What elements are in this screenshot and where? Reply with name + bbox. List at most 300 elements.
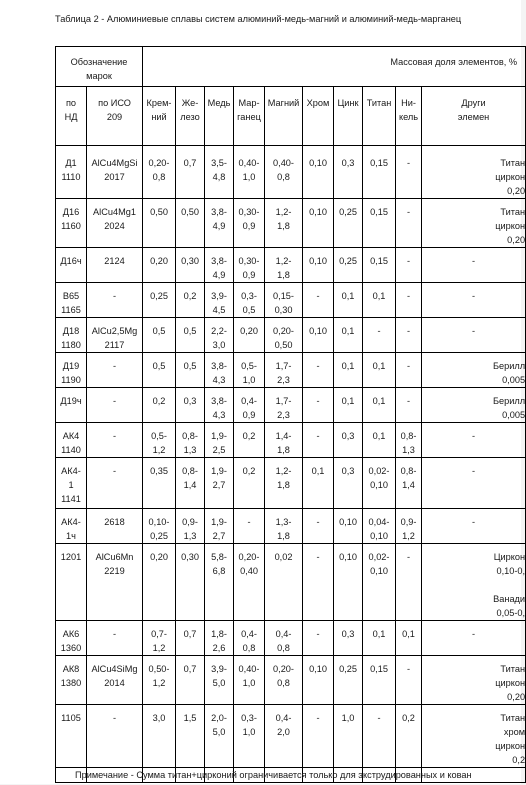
cell-ti bbox=[363, 621, 396, 656]
cell-cu bbox=[205, 248, 234, 283]
cell-nd-line: Д16 bbox=[62, 207, 80, 217]
cell-fe bbox=[176, 199, 205, 248]
cell-cr-line: - bbox=[316, 361, 320, 371]
cell-cr-line: - bbox=[316, 517, 320, 527]
cell-zn-line: 0,10 bbox=[339, 552, 357, 562]
cell-mn bbox=[234, 353, 265, 388]
cell-ti-line: 0,1 bbox=[372, 361, 386, 371]
cell-zn-line: 0,3 bbox=[341, 431, 355, 441]
cell-ni-line: - bbox=[406, 552, 411, 562]
table-row bbox=[56, 656, 526, 705]
cell-mg-line: 1,8 bbox=[277, 445, 290, 455]
cell-nd-line: 1160 bbox=[61, 221, 81, 231]
cell-cu-line: 4,8 bbox=[212, 172, 226, 182]
cell-other bbox=[422, 458, 526, 509]
table-row bbox=[56, 509, 526, 544]
cell-mg-line: 0,50 bbox=[274, 340, 293, 350]
cell-nd bbox=[56, 544, 87, 621]
cell-cu-line: 1,8- bbox=[211, 629, 227, 639]
cell-nd-line: АК4- bbox=[61, 466, 81, 476]
cell-other-line: хром bbox=[503, 727, 526, 737]
cell-fe-line: 0,50 bbox=[181, 207, 199, 217]
cell-nd bbox=[56, 509, 87, 544]
cell-nd-line: 1180 bbox=[61, 340, 81, 350]
cell-fe-line: 0,7 bbox=[183, 158, 197, 168]
cell-cr bbox=[303, 283, 334, 318]
cell-mg-line: 1,3- bbox=[275, 517, 292, 527]
table-note: Примечание - Сумма титан+цирконий ограничивается только для экструдированных и кован bbox=[75, 770, 472, 780]
cell-mn-line: 1,0 bbox=[242, 727, 256, 737]
cell-iso-line: - bbox=[112, 431, 117, 441]
cell-other-line: Циркон bbox=[493, 552, 526, 562]
cell-nd-line: АК8 bbox=[62, 664, 80, 674]
cell-iso bbox=[87, 353, 143, 388]
cell-mn-line: 0,20 bbox=[240, 326, 258, 336]
cell-mg-line: 0,02 bbox=[274, 552, 293, 562]
cell-si-line: 0,25 bbox=[150, 531, 168, 541]
cell-iso-line: - bbox=[112, 466, 117, 476]
cell-mg-line: 0,15- bbox=[273, 291, 294, 301]
cell-other-line: - bbox=[472, 291, 476, 301]
cell-ni-line: 0,9- bbox=[400, 517, 417, 527]
cell-zn bbox=[334, 544, 363, 621]
cell-cr-line: 0,10 bbox=[309, 326, 327, 336]
cell-cu-line: 3,8- bbox=[211, 207, 227, 217]
cell-iso-line: 2124 bbox=[104, 256, 125, 266]
cell-ti bbox=[363, 509, 396, 544]
cell-mg-line: 0,20- bbox=[273, 664, 294, 674]
cell-nd-line: 1140 bbox=[61, 445, 81, 455]
cell-nd-line: Д19 bbox=[62, 361, 80, 371]
cell-nd-line: Д19ч bbox=[60, 396, 82, 406]
cell-iso-line: AlCu4SiMg bbox=[91, 664, 138, 674]
cell-mg-line: 0,4- bbox=[275, 629, 292, 639]
table-row bbox=[56, 621, 526, 656]
cell-cu-line: 2,7 bbox=[212, 531, 226, 541]
cell-si bbox=[143, 423, 176, 458]
cell-ti bbox=[363, 248, 396, 283]
cell-mg-line: 1,2- bbox=[275, 256, 292, 266]
cell-ti-line: 0,10 bbox=[370, 566, 388, 576]
cell-nd-line: 1105 bbox=[61, 713, 81, 723]
cell-cr-line: 0,10 bbox=[309, 664, 327, 674]
cell-mn-line: 0,9 bbox=[242, 270, 256, 280]
cell-cu-line: 6,8 bbox=[212, 566, 226, 576]
column-header-line: Медь bbox=[207, 98, 231, 108]
table-row bbox=[56, 388, 526, 423]
cell-cr bbox=[303, 544, 334, 621]
cell-fe-line: 1,5 bbox=[183, 713, 197, 723]
cell-other bbox=[422, 248, 526, 283]
cell-ni-line: - bbox=[406, 664, 411, 674]
column-header-line: по ИСО bbox=[98, 98, 131, 108]
cell-ni-line: 0,1 bbox=[402, 629, 415, 639]
cell-iso bbox=[87, 458, 143, 509]
cell-fe bbox=[176, 621, 205, 656]
cell-cu bbox=[205, 509, 234, 544]
cell-cu bbox=[205, 423, 234, 458]
cell-si-line: 0,35 bbox=[150, 466, 168, 476]
cell-ti-line: 0,15 bbox=[370, 256, 388, 266]
cell-si-line: 0,5 bbox=[152, 326, 166, 336]
cell-cu-line: 5,0 bbox=[212, 727, 226, 737]
column-header-line: Други bbox=[461, 98, 486, 108]
cell-fe-line: 0,30 bbox=[181, 256, 199, 266]
cell-iso bbox=[87, 509, 143, 544]
cell-other-line: - bbox=[472, 517, 476, 527]
cell-mn-line: 1,0 bbox=[242, 678, 256, 688]
cell-cu-line: 4,3 bbox=[212, 410, 226, 420]
cell-cr bbox=[303, 388, 334, 423]
cell-iso bbox=[87, 423, 143, 458]
cell-mn bbox=[234, 423, 265, 458]
cell-zn bbox=[334, 248, 363, 283]
column-header bbox=[143, 87, 176, 146]
table-row bbox=[56, 283, 526, 318]
cell-fe bbox=[176, 509, 205, 544]
cell-zn bbox=[334, 509, 363, 544]
cell-iso-line: - bbox=[112, 713, 117, 723]
cell-si-line: 1,2 bbox=[152, 643, 166, 653]
cell-cu bbox=[205, 146, 234, 199]
cell-other-line: - bbox=[472, 466, 476, 476]
cell-nd bbox=[56, 656, 87, 705]
cell-ni-line: - bbox=[406, 207, 411, 217]
cell-cr bbox=[303, 621, 334, 656]
cell-cu-line: 4,9 bbox=[212, 270, 226, 280]
cell-fe bbox=[176, 146, 205, 199]
cell-nd-line: В65 bbox=[62, 291, 80, 301]
cell-cr bbox=[303, 458, 334, 509]
cell-nd-line: АК6 bbox=[62, 629, 80, 639]
cell-mg-line: 1,8 bbox=[277, 270, 290, 280]
cell-zn-line: 0,3 bbox=[341, 629, 355, 639]
cell-nd bbox=[56, 199, 87, 248]
cell-nd bbox=[56, 621, 87, 656]
cell-ni-line: - bbox=[406, 158, 411, 168]
cell-si-line: 0,25 bbox=[150, 291, 168, 301]
cell-zn-line: 0,1 bbox=[341, 291, 355, 301]
cell-iso bbox=[87, 199, 143, 248]
cell-mn-line: 0,3- bbox=[241, 713, 257, 723]
cell-si-line: 1,2 bbox=[152, 445, 166, 455]
cell-other-line: Титан bbox=[500, 207, 526, 217]
cell-iso-line: AlCu2,5Mg bbox=[91, 326, 138, 336]
cell-mn bbox=[234, 509, 265, 544]
cell-zn-line: 0,1 bbox=[341, 326, 355, 336]
cell-cr-line: 0,1 bbox=[311, 466, 325, 476]
cell-nd-line: 1 bbox=[68, 480, 74, 490]
cell-ti bbox=[363, 353, 396, 388]
column-header-line: Хром bbox=[306, 98, 330, 108]
cell-other-line: Берилл bbox=[492, 361, 526, 371]
cell-cu-line: 4,5 bbox=[212, 305, 226, 315]
cell-ni bbox=[396, 388, 422, 423]
cell-fe bbox=[176, 318, 205, 353]
column-header-line: ганец bbox=[237, 112, 261, 122]
cell-si-line: 0,50- bbox=[148, 664, 170, 674]
cell-mg-line: 1,8 bbox=[277, 531, 290, 541]
column-header-line: кель bbox=[398, 112, 419, 122]
cell-fe bbox=[176, 248, 205, 283]
cell-other-line: Титан bbox=[500, 713, 526, 723]
cell-si bbox=[143, 353, 176, 388]
cell-si bbox=[143, 199, 176, 248]
cell-ti-line: 0,04- bbox=[368, 517, 390, 527]
column-header-line: Крем- bbox=[146, 98, 172, 108]
cell-iso-line: 2117 bbox=[104, 340, 125, 350]
cell-mn-line: 1,0 bbox=[242, 172, 256, 182]
column-header-line: Титан bbox=[366, 98, 392, 108]
cell-iso bbox=[87, 146, 143, 199]
cell-other-line: Берилл bbox=[492, 396, 526, 406]
cell-cr bbox=[303, 318, 334, 353]
cell-ti bbox=[363, 199, 396, 248]
cell-ti-line: 0,1 bbox=[372, 431, 386, 441]
column-header-line: Мар- bbox=[238, 98, 260, 108]
cell-other bbox=[422, 353, 526, 388]
cell-nd bbox=[56, 318, 87, 353]
cell-other-line: 0,005 bbox=[502, 410, 526, 420]
header-designation bbox=[56, 47, 143, 87]
cell-fe-line: 0,8- bbox=[182, 466, 198, 476]
cell-iso-line: AlCu4Mg1 bbox=[93, 207, 136, 217]
cell-ni-line: 0,8- bbox=[400, 466, 417, 476]
cell-other-line: 0,005 bbox=[502, 375, 526, 385]
cell-cu-line: 3,8- bbox=[211, 256, 227, 266]
column-header-line: Цинк bbox=[337, 98, 359, 108]
cell-zn bbox=[334, 656, 363, 705]
cell-cu-line: 4,3 bbox=[212, 375, 226, 385]
cell-cr-line: - bbox=[316, 552, 320, 562]
cell-nd bbox=[56, 283, 87, 318]
cell-si bbox=[143, 388, 176, 423]
cell-si-line: 0,10- bbox=[148, 517, 170, 527]
cell-ti bbox=[363, 544, 396, 621]
cell-mg-line: 1,7- bbox=[275, 361, 292, 371]
cell-ni-line: 0,2 bbox=[402, 713, 415, 723]
cell-mg bbox=[265, 544, 303, 621]
cell-fe bbox=[176, 388, 205, 423]
cell-ni-line: - bbox=[406, 326, 411, 336]
cell-iso-line: 2219 bbox=[104, 566, 125, 576]
cell-mn bbox=[234, 146, 265, 199]
cell-cu bbox=[205, 621, 234, 656]
cell-mg-line: 1,7- bbox=[275, 396, 292, 406]
cell-cu-line: 3,8- bbox=[211, 396, 227, 406]
cell-ti-line: 0,15 bbox=[370, 158, 388, 168]
cell-nd bbox=[56, 353, 87, 388]
column-header-line: Ни- bbox=[401, 98, 416, 108]
cell-zn-line: 0,3 bbox=[341, 158, 355, 168]
cell-ti-line: - bbox=[377, 713, 381, 723]
cell-cu bbox=[205, 458, 234, 509]
cell-si bbox=[143, 656, 176, 705]
cell-si-line: 0,5- bbox=[151, 431, 167, 441]
cell-si-line: 0,20 bbox=[150, 256, 168, 266]
cell-nd-line: Д18 bbox=[62, 326, 80, 336]
cell-nd bbox=[56, 388, 87, 423]
cell-other-line: 0,10-0, bbox=[496, 566, 526, 576]
cell-cr-line: - bbox=[316, 431, 320, 441]
cell-ti bbox=[363, 458, 396, 509]
cell-iso bbox=[87, 283, 143, 318]
cell-cu bbox=[205, 544, 234, 621]
cell-ti bbox=[363, 388, 396, 423]
column-header bbox=[265, 87, 303, 146]
cell-iso bbox=[87, 621, 143, 656]
cell-fe-line: 0,5 bbox=[183, 361, 197, 371]
cell-ti-line: 0,02- bbox=[368, 466, 390, 476]
cell-ni-line: - bbox=[406, 291, 411, 301]
cell-iso-line: AlCu4MgSi bbox=[91, 158, 138, 168]
cell-ni bbox=[396, 509, 422, 544]
cell-zn-line: 0,25 bbox=[339, 664, 357, 674]
cell-cu bbox=[205, 353, 234, 388]
cell-si-line: 0,7- bbox=[151, 629, 167, 639]
cell-iso-line: - bbox=[112, 396, 117, 406]
cell-iso-line: AlCu6Mn bbox=[95, 552, 134, 562]
cell-zn bbox=[334, 458, 363, 509]
cell-fe-line: 1,3 bbox=[183, 445, 197, 455]
cell-iso-line: - bbox=[112, 291, 117, 301]
cell-cr bbox=[303, 146, 334, 199]
cell-ni-line: 1,2 bbox=[402, 531, 415, 541]
cell-cu-line: 5,8- bbox=[211, 552, 227, 562]
table-row bbox=[56, 199, 526, 248]
cell-cu-line: 3,8- bbox=[211, 361, 227, 371]
cell-mn-line: 0,9 bbox=[242, 221, 256, 231]
column-header bbox=[422, 87, 526, 146]
cell-mn-line: 0,40 bbox=[240, 566, 258, 576]
column-header-line: элемен bbox=[457, 112, 490, 122]
cell-fe bbox=[176, 423, 205, 458]
cell-si-line: 0,8 bbox=[152, 172, 166, 182]
cell-cu bbox=[205, 388, 234, 423]
cell-other bbox=[422, 621, 526, 656]
cell-other-line: циркон bbox=[495, 741, 526, 751]
cell-other-line: Ванади bbox=[493, 594, 526, 604]
cell-mg-line: 0,20- bbox=[273, 326, 294, 336]
cell-cu bbox=[205, 199, 234, 248]
table-row bbox=[56, 353, 526, 388]
cell-mn bbox=[234, 388, 265, 423]
column-header bbox=[334, 87, 363, 146]
cell-cr-line: 0,10 bbox=[309, 256, 327, 266]
cell-mn bbox=[234, 283, 265, 318]
column-header-line: по bbox=[65, 98, 77, 108]
cell-zn-line: 0,25 bbox=[339, 256, 357, 266]
cell-nd-line: 1201 bbox=[60, 552, 82, 562]
table-caption: Таблица 2 - Алюминиевые сплавы систем алюминий-медь-магний и алюминий-медь-марганец bbox=[55, 14, 462, 24]
cell-ti-line: 0,15 bbox=[370, 664, 388, 674]
cell-mg bbox=[265, 388, 303, 423]
column-header-line: 209 bbox=[106, 112, 123, 122]
column-header-line: ний bbox=[151, 112, 167, 122]
cell-mn-line: 0,30- bbox=[238, 256, 260, 266]
cell-si bbox=[143, 544, 176, 621]
cell-other-line: - bbox=[472, 431, 476, 441]
cell-mg-line: 0,40- bbox=[273, 158, 294, 168]
cell-other bbox=[422, 544, 526, 621]
cell-zn-line: 0,10 bbox=[339, 517, 357, 527]
column-header bbox=[396, 87, 422, 146]
cell-cr-line: - bbox=[316, 629, 320, 639]
cell-cr-line: - bbox=[316, 713, 320, 723]
cell-mg-line: 2,0 bbox=[277, 727, 290, 737]
cell-mg-line: 0,4- bbox=[275, 713, 292, 723]
header-mass-fraction: Массовая доля элементов, % bbox=[143, 47, 526, 87]
cell-ni-line: - bbox=[406, 361, 411, 371]
cell-mg bbox=[265, 318, 303, 353]
cell-nd-line: 1141 bbox=[61, 494, 81, 504]
cell-cu-line: 2,6 bbox=[212, 643, 226, 653]
cell-zn-line: 0,1 bbox=[341, 361, 355, 371]
column-header bbox=[87, 87, 143, 146]
cell-cu bbox=[205, 283, 234, 318]
cell-si bbox=[143, 621, 176, 656]
header-designation-line: Обозначение bbox=[70, 57, 128, 67]
column-header-line: Же- bbox=[181, 98, 199, 108]
cell-mg bbox=[265, 458, 303, 509]
cell-cu bbox=[205, 318, 234, 353]
cell-si bbox=[143, 248, 176, 283]
cell-mg bbox=[265, 423, 303, 458]
cell-other-line: 0,20 bbox=[507, 235, 526, 245]
cell-mn bbox=[234, 318, 265, 353]
cell-ni bbox=[396, 199, 422, 248]
cell-cu-line: 3,0 bbox=[212, 340, 226, 350]
cell-other bbox=[422, 283, 526, 318]
cell-nd-line: Д16ч bbox=[60, 256, 82, 266]
cell-ni bbox=[396, 423, 422, 458]
cell-nd-line: 1110 bbox=[61, 172, 81, 182]
header-designation-line: марок bbox=[86, 71, 112, 81]
cell-ti-line: 0,02- bbox=[368, 552, 390, 562]
cell-mn-line: - bbox=[247, 517, 251, 527]
cell-zn bbox=[334, 353, 363, 388]
cell-mg-line: 0,8 bbox=[277, 172, 290, 182]
cell-nd-line: Д1 bbox=[65, 158, 77, 168]
cell-mg-line: 0,30 bbox=[274, 305, 293, 315]
cell-ti bbox=[363, 318, 396, 353]
cell-mn-line: 1,0 bbox=[242, 375, 256, 385]
cell-ti bbox=[363, 423, 396, 458]
cell-ni bbox=[396, 353, 422, 388]
cell-zn bbox=[334, 283, 363, 318]
cell-cr-line: - bbox=[316, 291, 320, 301]
cell-ni-line: 1,3 bbox=[402, 445, 415, 455]
cell-zn bbox=[334, 146, 363, 199]
cell-cu-line: 3,5- bbox=[211, 158, 227, 168]
cell-zn bbox=[334, 318, 363, 353]
column-header bbox=[205, 87, 234, 146]
cell-other bbox=[422, 318, 526, 353]
cell-cr bbox=[303, 199, 334, 248]
alloy-composition-table bbox=[55, 46, 526, 783]
cell-fe-line: 1,4 bbox=[183, 480, 197, 490]
cell-other-line: - bbox=[472, 256, 476, 266]
column-header bbox=[56, 87, 87, 146]
cell-fe-line: 0,7 bbox=[183, 629, 197, 639]
cell-other bbox=[422, 509, 526, 544]
cell-other-line: 0,05-0, bbox=[496, 608, 526, 618]
column-header bbox=[176, 87, 205, 146]
cell-nd-line: 1ч bbox=[66, 531, 76, 541]
cell-cr bbox=[303, 509, 334, 544]
cell-cr-line: 0,10 bbox=[309, 158, 327, 168]
cell-cu bbox=[205, 656, 234, 705]
